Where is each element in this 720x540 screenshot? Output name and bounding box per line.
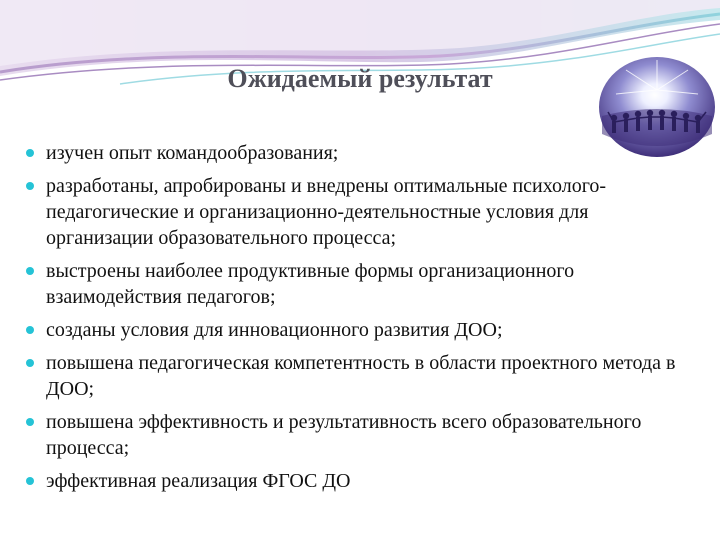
bullet-dot-icon	[26, 359, 34, 367]
bullet-dot-icon	[26, 267, 34, 275]
slide-title: Ожидаемый результат	[227, 64, 493, 93]
bullet-item	[24, 173, 694, 251]
bullet-text: созданы условия для инновационного развития ДОО;	[46, 319, 503, 341]
bullet-text: эффективная реализация ФГОС ДО	[46, 470, 351, 492]
bullet-dot-icon	[26, 149, 34, 157]
bullet-dot-icon	[26, 477, 34, 485]
bullet-item	[24, 258, 694, 310]
bullet-text: повышена эффективность и результативность всего образовательного процесса;	[46, 411, 642, 459]
bullet-item	[24, 317, 694, 343]
bullet-item	[24, 350, 694, 402]
bullet-text: разработаны, апробированы и внедрены оптимальные психолого-педагогические и организационно-деятельностные условия для организации образовательного процесса;	[46, 175, 607, 249]
bullet-item	[24, 468, 694, 494]
bullet-dot-icon	[26, 326, 34, 334]
result-bullet-list	[24, 140, 694, 501]
bullet-item	[24, 140, 694, 166]
bullet-text: повышена педагогическая компетентность в области проектного метода в ДОО;	[46, 352, 676, 400]
bullet-dot-icon	[26, 418, 34, 426]
bullet-text: выстроены наиболее продуктивные формы организационного взаимодействия педагогов;	[46, 260, 575, 308]
bullet-dot-icon	[26, 182, 34, 190]
bullet-text: изучен опыт командообразования;	[46, 142, 339, 164]
bullet-item	[24, 409, 694, 461]
